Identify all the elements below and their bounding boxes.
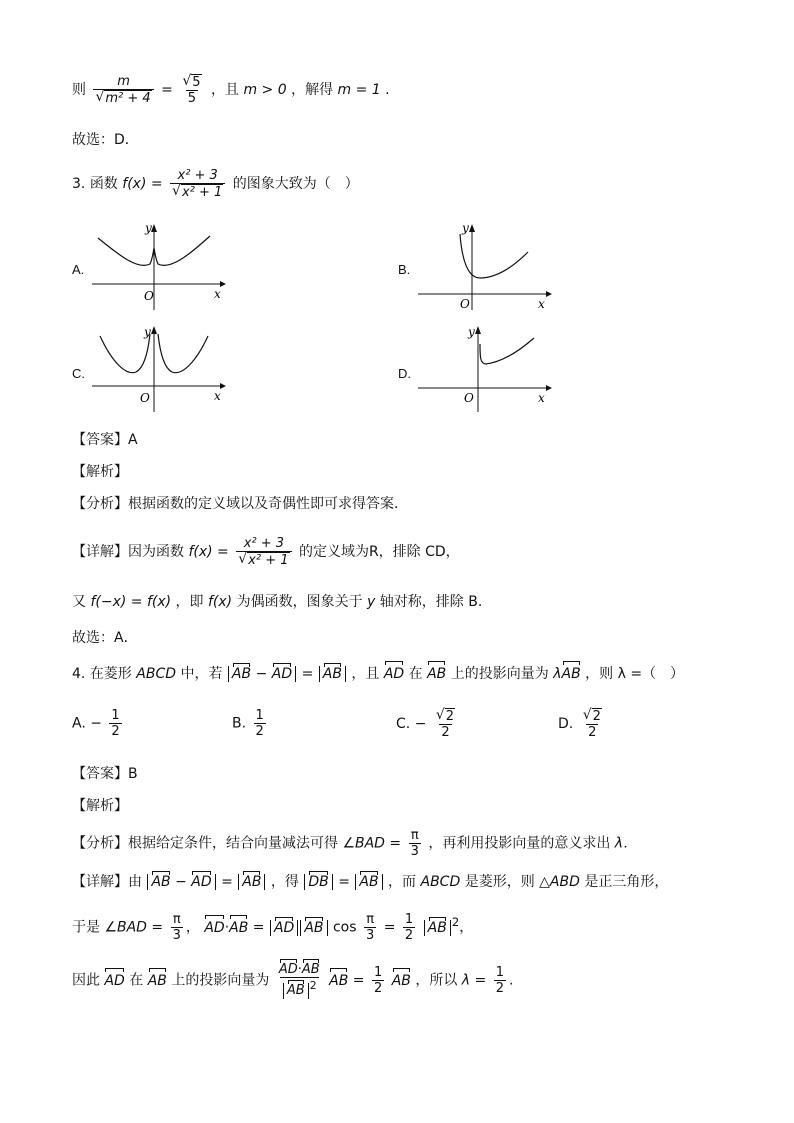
q4-analysis: 【分析】根据给定条件，结合向量减法可得 ∠BAD = $\frac{\pi}{3}$ ，再利用投影向量的意义求出 λ． (72, 828, 638, 859)
origin-label: O (144, 289, 154, 303)
q3-answer: 【答案】A (72, 432, 138, 448)
q3-analysis-heading: 【解析】 (72, 464, 128, 480)
y-axis-label: y (145, 221, 152, 235)
option-c-label: C. (72, 366, 85, 381)
q3-detail: 【详解】因为函数 f(x) = x² + 3 √ x² + 1 的定义域为R，排除 CD， (72, 536, 460, 568)
q4-detail-line2: 于是 ∠BAD = $\frac{\pi}{3}$ ， AD·AB = AD AB cos $\frac{\pi}{3}$ = $\frac{1}{2}$ AB $^2$， (72, 912, 474, 944)
q4-stem: 4. 在菱形 ABCD 中，若 AB − AD = AB ，且 AD 在 AB 上的投影向量为 λAB ，则 λ =（ ） (72, 666, 685, 682)
y-axis-label: y (468, 325, 475, 339)
text: 则 (72, 82, 86, 98)
q4-answer: 【答案】B (72, 766, 138, 782)
q2-choice: 故选：D． (72, 132, 139, 148)
q3-detail-line2: 又 f(−x) = f(x) ，即 f(x) 为偶函数，图象关于 y 轴对称，排除 B． (72, 594, 492, 610)
q3-stem: 3. 函数 f(x) = x² + 3 √ x² + 1 的图象大致为（ ） (72, 168, 359, 200)
q4-option-c[interactable]: C. − √ 2 2 (396, 707, 455, 740)
option-d-graph (416, 322, 556, 414)
y-axis-label: y (462, 221, 469, 235)
option-b-graph (416, 220, 556, 312)
x-axis-label: x (538, 391, 545, 405)
x-axis-label: x (538, 297, 545, 311)
option-a-graph (90, 220, 230, 312)
option-a-label: A. (72, 262, 85, 277)
q4-option-d[interactable]: D. √ 2 2 (558, 707, 601, 740)
line-1: 则 m √ m² + 4 = √ 5 5 ，且 m > 0 ，解得 m = 1 . (72, 73, 390, 106)
fraction: m √ m² + 4 (93, 74, 153, 106)
option-b-label: B. (398, 262, 411, 277)
option-c-graph (90, 322, 230, 414)
fraction-rhs: √ 5 5 (182, 73, 201, 106)
q4-detail-line3: 因此 AD 在 AB 上的投影向量为 $\frac{AD\cdot AB}{AB ^2}$ AB = $\frac{1}{2}$ AB ，所以 λ = $\frac{1}{2}$ . (72, 962, 514, 999)
x-axis-label: x (214, 389, 221, 403)
q4-option-b[interactable]: B. $\frac{1}{2}$ (232, 708, 264, 739)
origin-label: O (140, 391, 150, 405)
q4-option-a[interactable]: A. − $\frac{1}{2}$ (72, 708, 120, 739)
q4-detail-line1: 【详解】由 AB − AD = AB ，得 DB = AB ，而 ABCD 是菱形，则 △ABD 是正三角形， (72, 874, 669, 890)
q3-choice: 故选：A． (72, 630, 138, 646)
y-axis-label: y (144, 325, 151, 339)
q3-analysis: 【分析】根据函数的定义域以及奇偶性即可求得答案． (72, 496, 408, 512)
q3-fraction: x² + 3 √ x² + 1 (170, 168, 225, 200)
origin-label: O (464, 391, 474, 405)
x-axis-label: x (214, 287, 221, 301)
option-d-label: D. (398, 366, 411, 381)
origin-label: O (460, 297, 470, 311)
q4-analysis-heading: 【解析】 (72, 798, 128, 814)
